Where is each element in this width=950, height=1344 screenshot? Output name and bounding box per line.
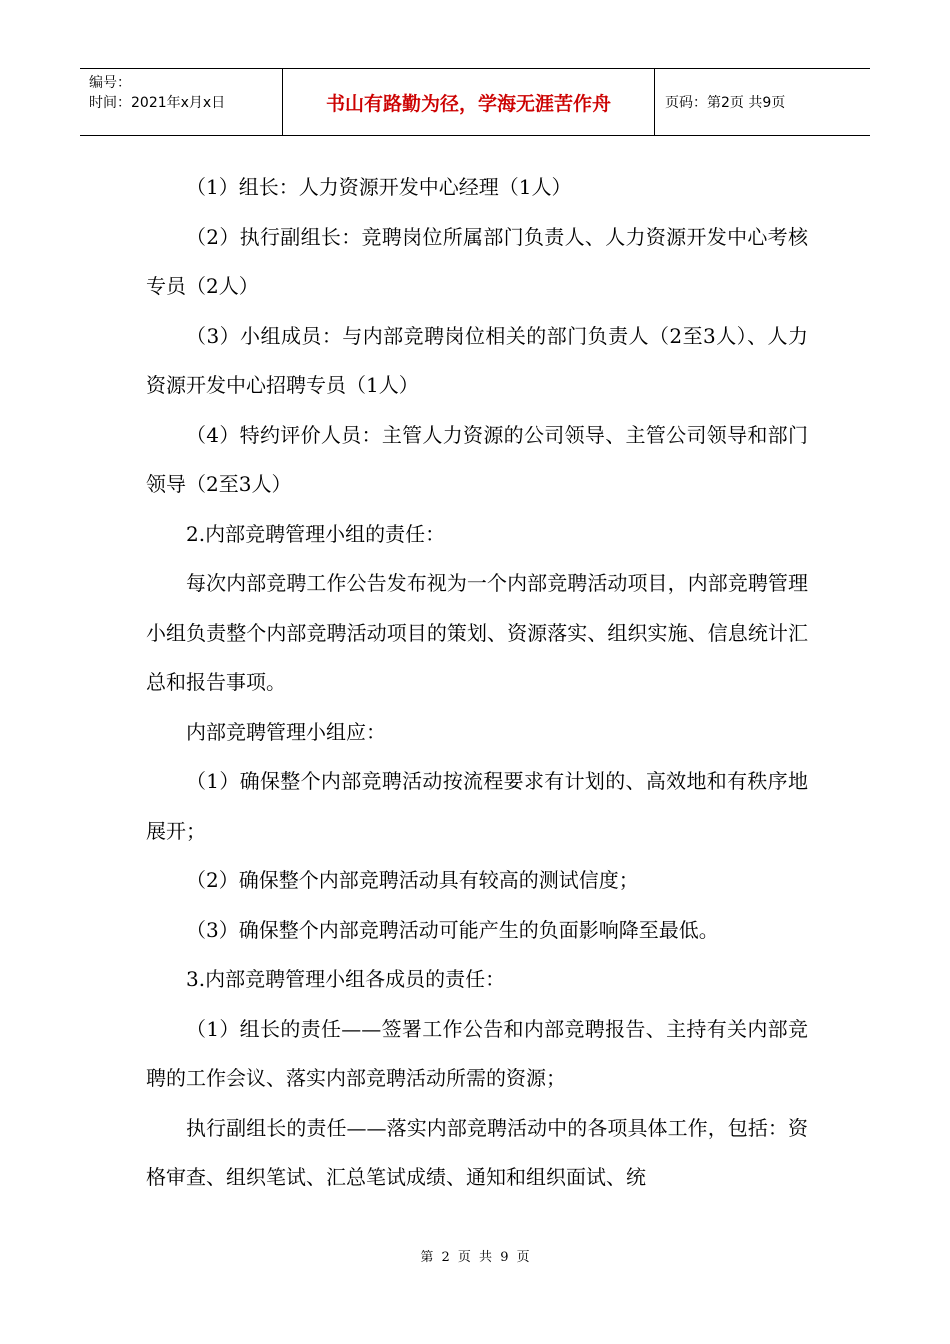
paragraph: 每次内部竞聘工作公告发布视为一个内部竞聘活动项目，内部竞聘管理小组负责整个内部竞聘活动项目的策划、资源落实、组织实施、信息统计汇总和报告事项。	[146, 571, 808, 694]
paragraph: 执行副组长的责任——落实内部竞聘活动中的各项具体工作，包括：资格审查、组织笔试、汇总笔试成绩、通知和组织面试、统	[146, 1115, 808, 1189]
paragraph: （3）确保整个内部竞聘活动可能产生的负面影响降至最低。	[186, 917, 719, 942]
paragraph: （2）执行副组长：竞聘岗位所属部门负责人、人力资源开发中心考核专员（2人）	[146, 224, 808, 298]
paragraph: （1）确保整个内部竞聘活动按流程要求有计划的、高效地和有秩序地展开；	[146, 769, 808, 843]
section-heading: 2.内部竞聘管理小组的责任：	[186, 521, 446, 546]
paragraph: （2）确保整个内部竞聘活动具有较高的测试信度；	[186, 868, 639, 892]
number-label: 编号：	[89, 75, 131, 91]
header-page-info: 页码：第2页 共9页	[665, 95, 786, 111]
page-footer: 第 2 页 共 9 页	[420, 1250, 530, 1265]
document-body	[146, 163, 808, 1203]
header-meta-cell	[80, 69, 283, 135]
paragraph: （3）小组成员：与内部竞聘岗位相关的部门负责人（2至3人）、人力资源开发中心招聘专员（1人）	[146, 323, 808, 397]
section-heading: 3.内部竞聘管理小组各成员的责任：	[186, 967, 506, 991]
paragraph: （4）特约评价人员：主管人力资源的公司领导、主管公司领导和部门领导（2至3人）	[146, 422, 808, 496]
paragraph: （1）组长的责任——签署工作公告和内部竞聘报告、主持有关内部竞聘的工作会议、落实内部竞聘活动所需的资源；	[146, 1016, 808, 1090]
date-label: 时间：2021年x月x日	[89, 95, 226, 111]
header-motto: 书山有路勤为径，学海无涯苦作舟	[283, 69, 655, 135]
paragraph: 内部竞聘管理小组应：	[186, 719, 386, 744]
paragraph: （1）组长：人力资源开发中心经理（1人）	[186, 175, 572, 199]
page-header	[80, 68, 870, 136]
